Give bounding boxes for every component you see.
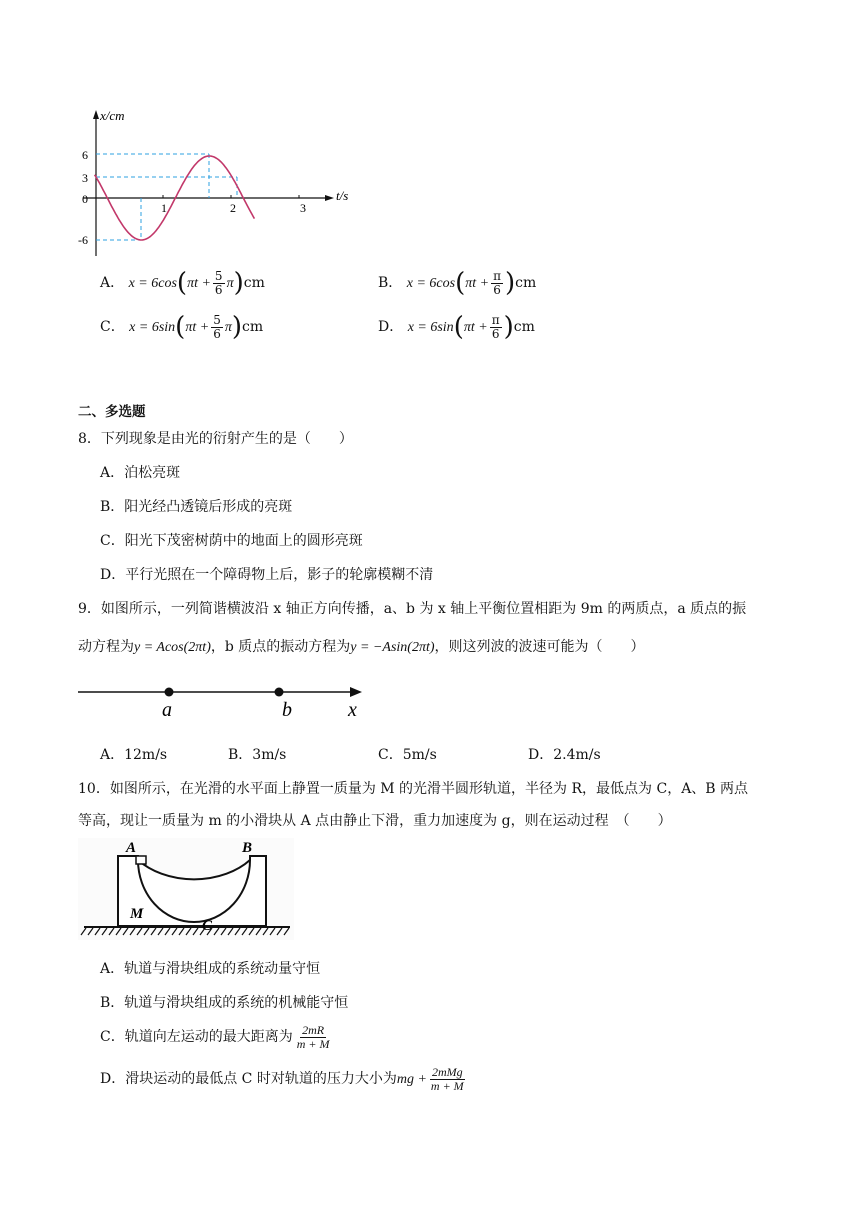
label-x: x bbox=[348, 699, 357, 721]
q10-stem-line2: 等高，现让一质量为 m 的小滑块从 A 点由静止下滑，重力加速度为 g，则在运动过程 （ ） bbox=[78, 813, 672, 829]
q8-option-c[interactable]: C．阳光下茂密树荫中的地面上的圆形亮斑 bbox=[100, 533, 363, 549]
q10-option-a[interactable]: A．轨道与滑块组成的系统动量守恒 bbox=[100, 961, 321, 977]
q10-option-b[interactable]: B．轨道与滑块组成的系统的机械能守恒 bbox=[100, 995, 349, 1011]
x-tick-3: 3 bbox=[300, 201, 306, 215]
y-tick-6: 6 bbox=[82, 148, 88, 162]
q7-option-c[interactable]: C． x = 6sin(πt + $\frac{5}{6}$ π)cm bbox=[100, 312, 264, 343]
track-figure bbox=[78, 838, 294, 940]
q9-eq-a: y = Acos(2πt) bbox=[134, 640, 211, 655]
q8-stem: 8．下列现象是由光的衍射产生的是（ ） bbox=[78, 431, 353, 447]
fig-label-m: M bbox=[130, 906, 144, 922]
point-b bbox=[275, 688, 284, 697]
q10-option-d[interactable]: D．滑块运动的最低点 C 时对轨道的压力大小为mg + $\frac{\text{2mMg}}{m + M}$ bbox=[100, 1065, 464, 1093]
label-b: b bbox=[282, 699, 292, 721]
q9-eq-b: y = −Asin(2πt) bbox=[350, 640, 435, 655]
section-title: 二、多选题 bbox=[78, 404, 146, 420]
fig-label-c: C bbox=[202, 918, 213, 934]
oscillation-graph bbox=[78, 108, 368, 258]
q10-option-c[interactable]: C．轨道向左运动的最大距离为 $\frac{2mR}{m + M}$ bbox=[100, 1023, 330, 1051]
q9-option-d[interactable]: D．2.4m/s bbox=[528, 747, 601, 763]
point-a bbox=[165, 688, 174, 697]
q9-option-b[interactable]: B．3m/s bbox=[228, 747, 287, 763]
y-tick-neg6: -6 bbox=[78, 233, 88, 247]
y-axis-label: x/cm bbox=[100, 108, 125, 123]
q8-option-a[interactable]: A．泊松亮斑 bbox=[100, 465, 181, 481]
q9-stem-line2: 动方程为y = Acos(2πt)，b 质点的振动方程为y = −Asin(2πt)，则这列波的波速可能为（ ） bbox=[78, 639, 645, 655]
wave-axis-figure bbox=[76, 676, 376, 722]
q9-stem-line1: 9．如图所示，一列简谐横波沿 x 轴正方向传播，a、b 为 x 轴上平衡位置相距为 9m 的两质点，a 质点的振 bbox=[78, 601, 747, 617]
fig-label-a: A bbox=[126, 840, 137, 856]
q9-option-c[interactable]: C．5m/s bbox=[378, 747, 437, 763]
fig-label-b: B bbox=[242, 840, 253, 856]
x-tick-1: 1 bbox=[161, 201, 167, 215]
q10-stem-line1: 10．如图所示，在光滑的水平面上静置一质量为 M 的光滑半圆形轨道，半径为 R，最低点为 C，A、B 两点 bbox=[78, 781, 749, 797]
x-tick-2: 2 bbox=[230, 201, 236, 215]
q7-option-b[interactable]: B． x = 6cos(πt + $\frac{\pi}{6}$ )cm bbox=[378, 268, 537, 299]
x-axis-label: t/s bbox=[336, 188, 349, 203]
q9-option-a[interactable]: A．12m/s bbox=[100, 747, 168, 763]
q8-option-d[interactable]: D．平行光照在一个障碍物上后，影子的轮廓模糊不清 bbox=[100, 567, 434, 583]
y-tick-3: 3 bbox=[82, 171, 88, 185]
q8-option-b[interactable]: B．阳光经凸透镜后形成的亮斑 bbox=[100, 499, 293, 515]
y-tick-0: 0 bbox=[82, 192, 88, 206]
label-a: a bbox=[162, 699, 172, 721]
q7-option-d[interactable]: D． x = 6sin(πt + $\frac{\pi}{6}$ )cm bbox=[378, 312, 535, 343]
q7-option-a[interactable]: A． x = 6cos(πt + $\frac{5}{6}$ π)cm bbox=[100, 268, 265, 299]
